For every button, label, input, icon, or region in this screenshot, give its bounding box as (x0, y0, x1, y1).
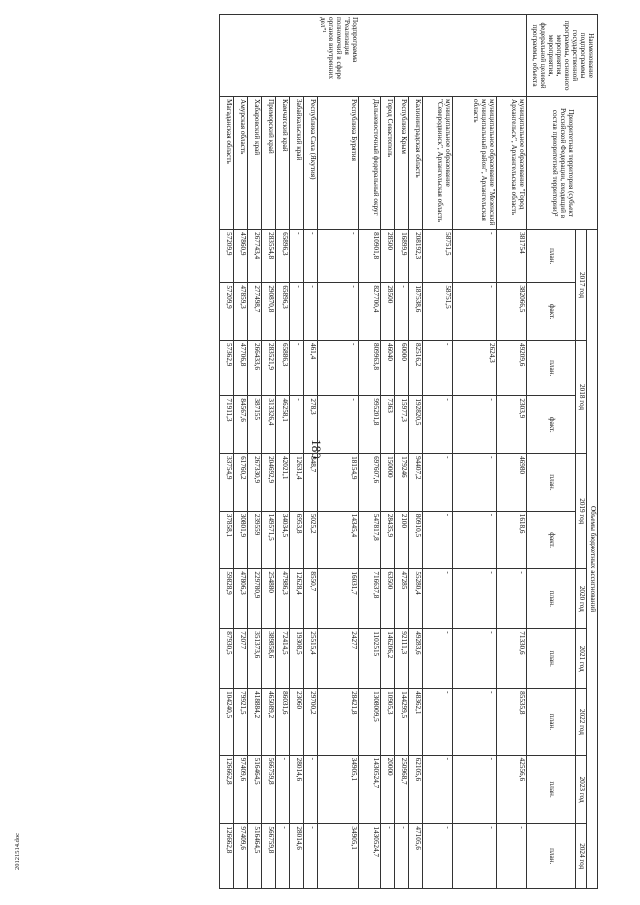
value-cell: 57362,9 (219, 340, 233, 395)
value-cell: 1430524,7 (359, 755, 381, 824)
header-plan: план. (527, 824, 576, 889)
value-cell: 697607,6 (359, 454, 381, 512)
value-cell: - (423, 569, 453, 629)
value-cell: 49209,6 (497, 340, 527, 395)
value-cell: 62105,6 (409, 755, 423, 824)
value-cell: 566759,8 (261, 755, 275, 824)
header-program-name: Наименование подпрограммы государственной программы, основного мероприятия, мероприятия, федеральной целевой программы, объекта (527, 15, 598, 97)
value-cell: - (317, 340, 359, 395)
value-cell: 37858,1 (219, 511, 233, 569)
table-row (395, 15, 409, 889)
table-row (381, 15, 395, 889)
program-cell (219, 15, 233, 97)
value-cell: - (275, 755, 289, 824)
header-plan: план. (527, 755, 576, 824)
value-cell: 192820,5 (409, 396, 423, 454)
value-cell: 58751,5 (423, 283, 453, 341)
value-cell: - (275, 824, 289, 889)
table-row (317, 15, 359, 889)
value-cell: 15977,3 (395, 396, 409, 454)
value-cell: 267743,4 (247, 230, 261, 283)
territory-name: Город Севастополь (381, 97, 395, 230)
value-cell: 8550,7 (303, 569, 317, 629)
program-cell (261, 15, 275, 97)
value-cell: - (423, 396, 453, 454)
value-cell: - (395, 283, 409, 341)
value-cell: 5025,2 (303, 511, 317, 569)
program-cell (453, 15, 497, 97)
value-cell: 547817,8 (359, 511, 381, 569)
value-cell: 2303,9 (497, 396, 527, 454)
program-cell (303, 15, 317, 97)
value-cell: 47859,3 (233, 283, 247, 341)
value-cell: 71911,3 (219, 396, 233, 454)
value-cell: - (289, 396, 303, 454)
page-number: 180 (308, 439, 324, 459)
value-cell: 30801,9 (233, 511, 247, 569)
value-cell: 2624,3 (453, 340, 497, 395)
value-cell: - (453, 396, 497, 454)
value-cell: 146206,2 (381, 629, 395, 689)
value-cell: - (453, 689, 497, 756)
value-cell: 86031,6 (275, 689, 289, 756)
table-row (289, 15, 303, 889)
value-cell: 283554,8 (261, 230, 275, 283)
value-cell: - (289, 340, 303, 395)
value-cell: 848,7 (303, 454, 317, 512)
value-cell: 24277 (317, 629, 359, 689)
value-cell: 277498,7 (247, 283, 261, 341)
value-cell: 516464,5 (247, 755, 261, 824)
value-cell: 47806,3 (233, 569, 247, 629)
value-cell: 995201,8 (359, 396, 381, 454)
value-cell: 34905,1 (317, 824, 359, 889)
value-cell: 351373,6 (247, 629, 261, 689)
territory-name: Приморский край (261, 97, 275, 230)
value-cell: 465089,2 (261, 689, 275, 756)
value-cell: 79921,5 (233, 689, 247, 756)
value-cell: 46980 (497, 454, 527, 512)
table-row (359, 15, 381, 889)
value-cell: 250968,7 (395, 755, 409, 824)
value-cell: 254880 (261, 569, 275, 629)
header-plan: план. (527, 454, 576, 512)
program-cell (289, 15, 303, 97)
territory-name: муниципальное образование "Северодвинск", Архангельская область (423, 97, 453, 230)
value-cell: 278,3 (303, 396, 317, 454)
value-cell: 65896,3 (275, 230, 289, 283)
table-row (275, 15, 289, 889)
budget-table (219, 14, 598, 889)
value-cell: 34905,1 (317, 755, 359, 824)
value-cell: - (497, 569, 527, 629)
header-year-2017: 2017 год (576, 230, 587, 341)
value-cell: 381754 (497, 230, 527, 283)
territory-name: Камчатский край (275, 97, 289, 230)
value-cell: 10905,3 (381, 689, 395, 756)
value-cell: 57209,9 (219, 230, 233, 283)
value-cell: 810901,8 (359, 230, 381, 283)
program-cell (275, 15, 289, 97)
value-cell: 28500 (381, 230, 395, 283)
value-cell: 382066,5 (497, 283, 527, 341)
value-cell: 29700,2 (303, 689, 317, 756)
header-year-2019: 2019 год (576, 454, 587, 569)
value-cell: 267330,9 (247, 454, 261, 512)
value-cell: 28014,6 (289, 824, 303, 889)
value-cell: - (317, 283, 359, 341)
value-cell: 63500 (381, 569, 395, 629)
value-cell: 46040 (381, 340, 395, 395)
value-cell: 20000 (381, 755, 395, 824)
value-cell: 516464,5 (247, 824, 261, 889)
program-cell (359, 15, 381, 97)
program-label: Подпрограмма "Реализация полномочий в сфере органов внутренних дел"¹ (317, 15, 359, 97)
value-cell: - (453, 511, 497, 569)
value-cell: - (453, 569, 497, 629)
territory-name: Магаданская область (219, 97, 233, 230)
value-cell: 28500 (381, 283, 395, 341)
value-cell: 47986,3 (275, 569, 289, 629)
value-cell: - (423, 824, 453, 889)
value-cell: 47706,8 (233, 340, 247, 395)
value-cell: - (303, 755, 317, 824)
header-year-2018: 2018 год (576, 340, 587, 453)
header-year-2024: 2024 год (576, 824, 587, 889)
value-cell: 1618,6 (497, 511, 527, 569)
value-cell: - (381, 824, 395, 889)
value-cell: 12628,4 (289, 569, 303, 629)
program-cell (409, 15, 423, 97)
value-cell: 204692,9 (261, 454, 275, 512)
value-cell: 97409,6 (233, 824, 247, 889)
value-cell: 18154,9 (317, 454, 359, 512)
header-plan: план. (527, 689, 576, 756)
value-cell: 71330,6 (497, 629, 527, 689)
value-cell: 47105,6 (409, 824, 423, 889)
value-cell: 126662,8 (219, 755, 233, 824)
value-cell: 60000 (395, 340, 409, 395)
value-cell: - (289, 283, 303, 341)
value-cell: 389858,6 (261, 629, 275, 689)
value-cell: - (303, 230, 317, 283)
table-row (423, 15, 453, 889)
program-cell (381, 15, 395, 97)
value-cell: 47860,9 (233, 230, 247, 283)
value-cell: - (453, 283, 497, 341)
table-row (497, 15, 527, 889)
value-cell: 418884,2 (247, 689, 261, 756)
territory-name: Дальневосточный федеральный округ (359, 97, 381, 230)
header-fact: факт. (527, 511, 576, 569)
value-cell: - (453, 824, 497, 889)
header-year-2020: 2020 год (576, 569, 587, 629)
value-cell: - (289, 230, 303, 283)
value-cell: 28421,8 (317, 689, 359, 756)
value-cell: 58751,5 (423, 230, 453, 283)
value-cell: 6953,8 (289, 511, 303, 569)
header-fact: факт. (527, 396, 576, 454)
header-plan: план. (527, 230, 576, 283)
value-cell: - (423, 340, 453, 395)
value-cell: - (453, 755, 497, 824)
value-cell: 42021,1 (275, 454, 289, 512)
value-cell: 126662,8 (219, 824, 233, 889)
value-cell: 42556,6 (497, 755, 527, 824)
value-cell: 716637,8 (359, 569, 381, 629)
program-cell (423, 15, 453, 97)
value-cell: - (423, 629, 453, 689)
header-fact: факт. (527, 283, 576, 341)
value-cell: 290870,8 (261, 283, 275, 341)
value-cell: 23060 (289, 689, 303, 756)
value-cell: - (453, 454, 497, 512)
territory-name: муниципальное образование "Мезенский муниципальный район", Архангельская область (453, 97, 497, 230)
budget-table-container (53, 14, 598, 889)
value-cell: 61760,2 (233, 454, 247, 512)
value-cell: - (423, 755, 453, 824)
table-row (233, 15, 247, 889)
value-cell: 827700,4 (359, 283, 381, 341)
value-cell: 85535,8 (497, 689, 527, 756)
table-row (453, 15, 497, 889)
value-cell: 34034,5 (275, 511, 289, 569)
value-cell: 19308,5 (289, 629, 303, 689)
program-label (497, 15, 527, 97)
value-cell: 7363 (381, 396, 395, 454)
value-cell: 57209,9 (219, 283, 233, 341)
value-cell: - (317, 396, 359, 454)
table-row (303, 15, 317, 889)
value-cell: 461,4 (303, 340, 317, 395)
territory-name: Республика Крым (395, 97, 409, 230)
value-cell: 80910,5 (409, 511, 423, 569)
value-cell: 94407,2 (409, 454, 423, 512)
value-cell: 1308009,5 (359, 689, 381, 756)
value-cell: 150000 (381, 454, 395, 512)
value-cell: - (303, 824, 317, 889)
value-cell: 313326,4 (261, 396, 275, 454)
value-cell: 16899,9 (395, 230, 409, 283)
program-cell (233, 15, 247, 97)
territory-name: Забайкальский край (289, 97, 303, 230)
value-cell: 49283,6 (409, 629, 423, 689)
value-cell: 65896,3 (275, 283, 289, 341)
value-cell: - (497, 824, 527, 889)
value-cell: 1102515 (359, 629, 381, 689)
territory-name: Амурская область (233, 97, 247, 230)
territory-name: муниципальное образование "Город Архангельск", Архангельская область (497, 97, 527, 230)
value-cell: 239559 (247, 511, 261, 569)
value-cell: 283521,9 (261, 340, 275, 395)
document-footer: 20121514.doc (14, 832, 21, 870)
territory-name: Калининградская область (409, 97, 423, 230)
value-cell: 87930,5 (219, 629, 233, 689)
value-cell: 46258,1 (275, 396, 289, 454)
value-cell: 65886,3 (275, 340, 289, 395)
value-cell: 104240,5 (219, 689, 233, 756)
value-cell: 55280,4 (409, 569, 423, 629)
header-plan: план. (527, 629, 576, 689)
value-cell: 16031,7 (317, 569, 359, 629)
value-cell: 809963,8 (359, 340, 381, 395)
program-cell (395, 15, 409, 97)
header-plan: план. (527, 340, 576, 395)
value-cell: 28014,6 (289, 755, 303, 824)
header-year-2022: 2022 год (576, 689, 587, 756)
value-cell: - (317, 230, 359, 283)
value-cell: 82516,2 (409, 340, 423, 395)
value-cell: 84567,6 (233, 396, 247, 454)
table-row (261, 15, 275, 889)
value-cell: 179246 (395, 454, 409, 512)
value-cell: 187538,6 (409, 283, 423, 341)
value-cell: 14345,4 (317, 511, 359, 569)
value-cell: 48362,1 (409, 689, 423, 756)
table-row (409, 15, 423, 889)
value-cell: 2100 (395, 511, 409, 569)
value-cell: 97409,6 (233, 755, 247, 824)
value-cell: 72414,5 (275, 629, 289, 689)
value-cell: - (423, 689, 453, 756)
value-cell: 208192,3 (409, 230, 423, 283)
value-cell: - (423, 511, 453, 569)
territory-name: Республика Бурятия (317, 97, 359, 230)
value-cell: 59828,9 (219, 569, 233, 629)
header-plan: план. (527, 569, 576, 629)
table-row (219, 15, 233, 889)
value-cell: 33754,9 (219, 454, 233, 512)
header-year-2021: 2021 год (576, 629, 587, 689)
header-territory: Приоритетная территория (субъект Российской Федерации, входящий в состав приоритетной территории)² (527, 97, 598, 230)
territory-name: Республика Саха (Якутия) (303, 97, 317, 230)
value-cell: 47285 (395, 569, 409, 629)
table-row (247, 15, 261, 889)
value-cell: - (453, 629, 497, 689)
value-cell: 229780,9 (247, 569, 261, 629)
territory-name: Хабаровский край (247, 97, 261, 230)
value-cell: - (423, 454, 453, 512)
header-budget-group: Объемы бюджетных ассигнований (587, 230, 598, 889)
value-cell: 266433,6 (247, 340, 261, 395)
value-cell: 566759,8 (261, 824, 275, 889)
value-cell: 25515,4 (303, 629, 317, 689)
value-cell: 12631,4 (289, 454, 303, 512)
value-cell: - (453, 230, 497, 283)
value-cell: 1430524,7 (359, 824, 381, 889)
table-body (219, 15, 527, 889)
value-cell: 149571,5 (261, 511, 275, 569)
value-cell: - (303, 283, 317, 341)
value-cell: - (395, 824, 409, 889)
value-cell: 387155 (247, 396, 261, 454)
value-cell: 144299,5 (395, 689, 409, 756)
program-cell (247, 15, 261, 97)
header-year-2023: 2023 год (576, 755, 587, 824)
value-cell: 28435,9 (381, 511, 395, 569)
value-cell: 72077 (233, 629, 247, 689)
value-cell: 92111,3 (395, 629, 409, 689)
